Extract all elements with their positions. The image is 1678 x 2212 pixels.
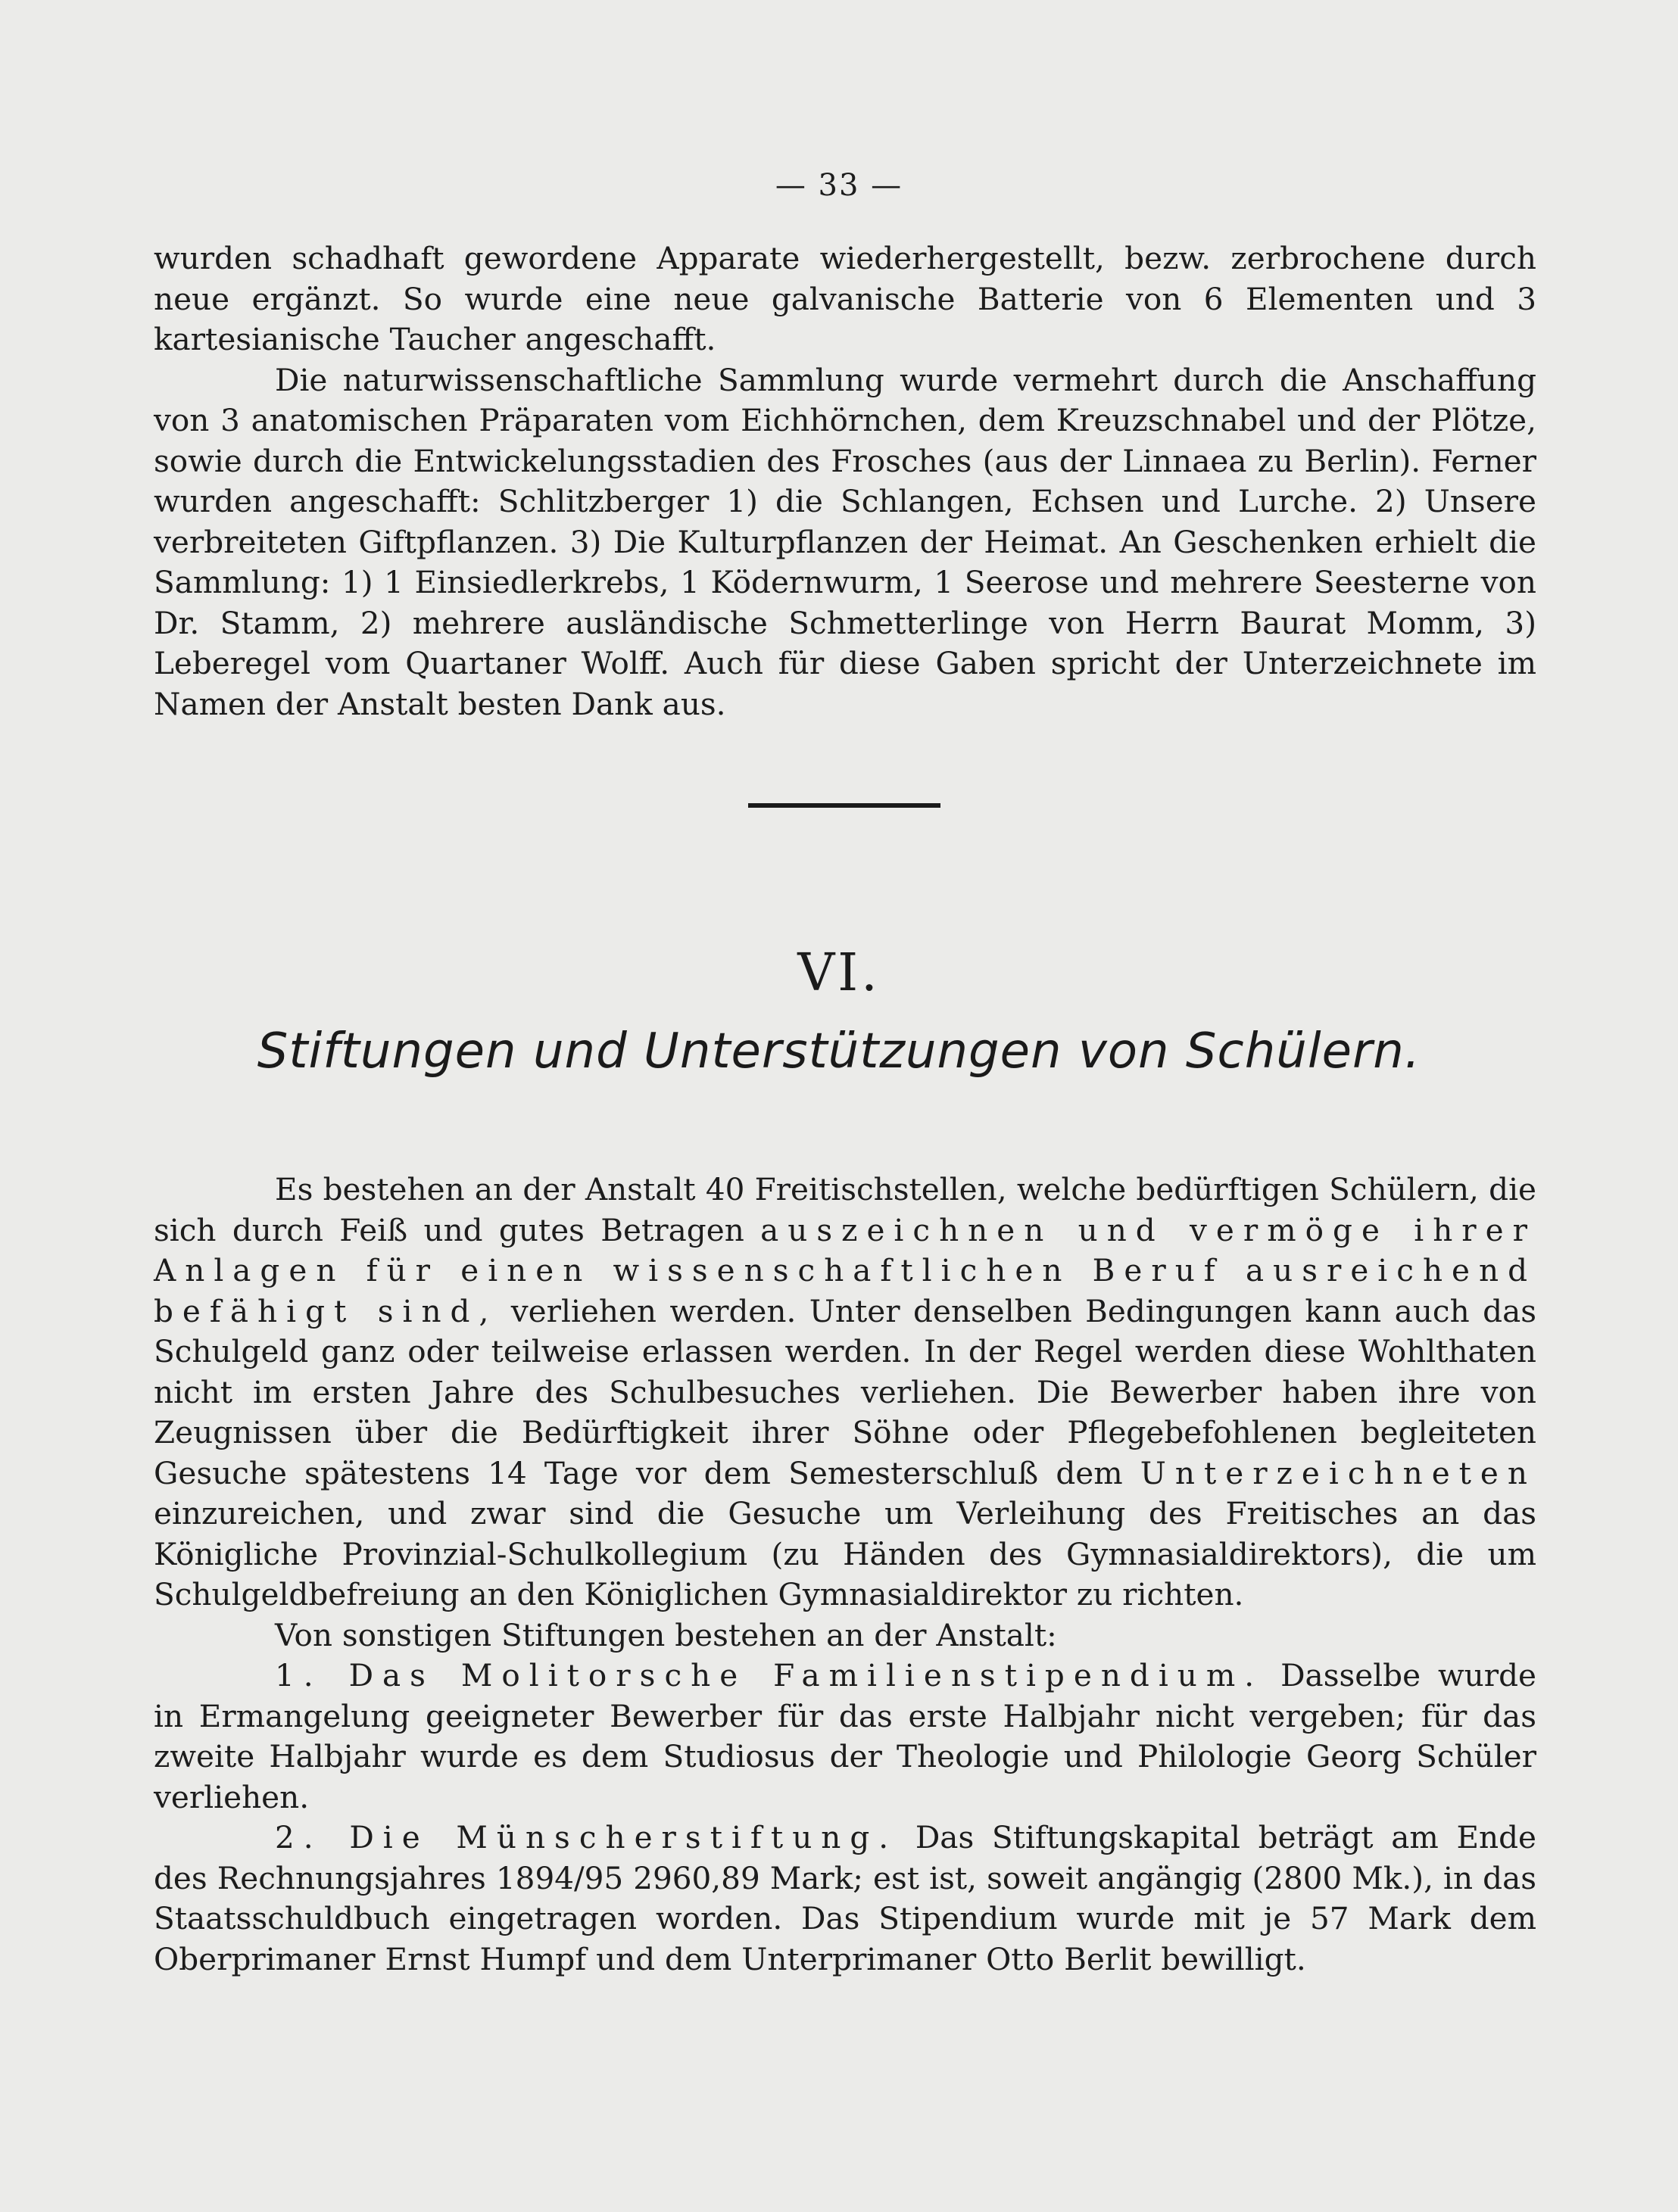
paragraph-molitor bbox=[154, 1656, 1536, 1818]
paragraph-collection: Die naturwissenschaftliche Sammlung wurde vermehrt durch die Anschaffung von 3 anatomischen Präparaten vom Eichhörnchen, dem Kreuzschnabel und der Plötze, sowie durch die Entwickelungsstadien des Frosches (aus der Linnaea zu Berlin). Ferner wurden angeschafft: Schlitzberger 1) die Schlangen, Echsen und Lurche. 2) Unsere verbreiteten Giftpflanzen. 3) Die Kulturpflanzen der Heimat. An Geschenken erhielt die Sammlung: 1) 1 Einsiedlerkrebs, 1 Ködernwurm, 1 Seerose und mehrere Seesterne von Dr. Stamm, 2) mehrere ausländische Schmetterlinge von Herrn Baurat Momm, 3) Leberegel vom Quartaner Wolff. Auch für diese Gaben spricht der Unterzeichnete im Namen der Anstalt besten Dank aus. bbox=[154, 361, 1536, 722]
freitisch-spaced-a: auszeichnen und vermöge ihrer Anlagen für einen wissenschaftlichen Beruf ausreichend befähigt sind, bbox=[154, 1211, 1536, 1329]
paragraph-freitisch bbox=[154, 1170, 1536, 1615]
paragraph-muenscher bbox=[154, 1818, 1536, 1980]
section-title: Stiftungen und Unterstützungen von Schülern. bbox=[257, 1023, 1421, 1080]
section-divider bbox=[748, 803, 940, 808]
freitisch-text-b: verliehen werden. Unter denselben Bedingungen kann auch das Schulgeld ganz oder teilweise erlassen werden. In der Regel werden diese Wohlthaten nicht im ersten Jahre des Schulbesuches verliehen. Die Bewerber haben ihre von Zeugnissen über die Bedürftigkeit ihrer Söhne oder Pflegebefohlenen begleiteten Gesuche spätestens 14 Tage vor dem Semesterschluß dem bbox=[154, 1292, 1536, 1491]
bottom-text-block bbox=[154, 1170, 1536, 1980]
muenscher-title: 2. Die Münscherstiftung. bbox=[275, 1819, 898, 1855]
paragraph-foundations-intro: Von sonstigen Stiftungen bestehen an der Anstalt: bbox=[275, 1616, 1057, 1653]
section-numeral: VI. bbox=[797, 943, 881, 1003]
molitor-title: 1. Das Molitorsche Familienstipendium. bbox=[275, 1657, 1264, 1693]
muenscher-text: Das Stiftungskapital beträgt am Ende des Rechnungsjahres 1894/95 2960,89 Mark; est ist, soweit angängig (2800 Mk.), in das Staatsschuldbuch eingetragen worden. Das Stipendium wurde mit je 57 Mark dem Oberprimaner Ernst Humpf und dem Unterprimaner Otto Berlit bewilligt. bbox=[154, 1819, 1536, 1977]
freitisch-text-a: Es bestehen an der Anstalt 40 Freitischstellen, welche bedürftigen Schülern, die sich durch Feiß und gutes Betragen bbox=[154, 1171, 1536, 1248]
freitisch-spaced-b: Unterzeichneten bbox=[1140, 1454, 1536, 1491]
freitisch-text-c: einzureichen, und zwar sind die Gesuche um Verleihung des Freitisches an das Königliche Provinzial-Schulkollegium (zu Händen des Gymnasialdirektors), die um Schulgeldbefreiung an den Königlichen Gymnasialdirektor zu richten. bbox=[154, 1495, 1536, 1612]
molitor-text: Dasselbe wurde in Ermangelung geeigneter Bewerber für das erste Halbjahr nicht vergeben; für das zweite Halbjahr wurde es dem Studiosus der Theologie und Philologie Georg Schüler verliehen. bbox=[154, 1657, 1537, 1815]
paragraph-apparatus: wurden schadhaft gewordene Apparate wiederhergestellt, bezw. zerbrochene durch neue ergänzt. So wurde eine neue galvanische Batterie von 6 Elementen und 3 kartesianische Taucher angeschafft. bbox=[154, 240, 1536, 357]
top-text-block bbox=[154, 238, 1536, 724]
page-number: — 33 — bbox=[775, 168, 903, 203]
